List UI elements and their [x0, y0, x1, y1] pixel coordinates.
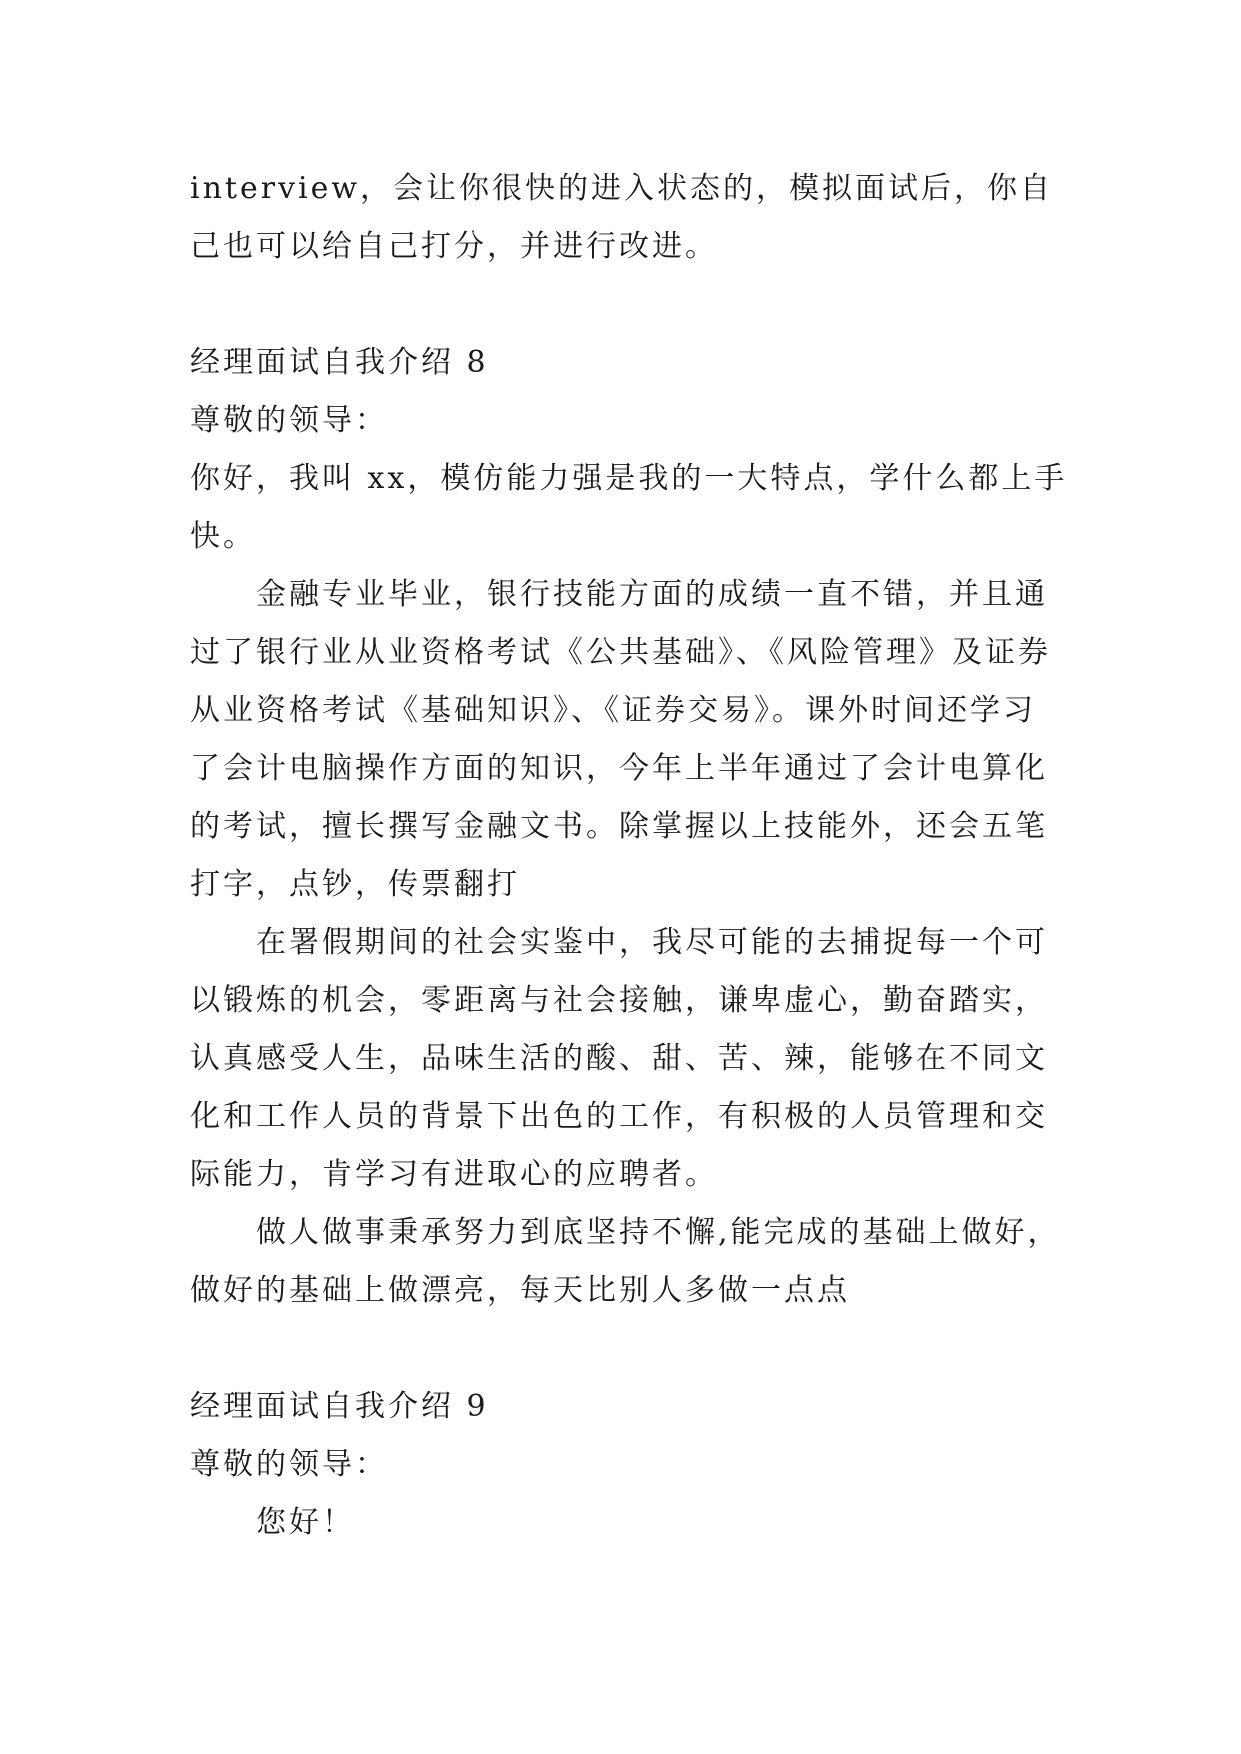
section-8-para-1-line-2: 过了银行业从业资格考试《公共基础》、《风险管理》及证券 [190, 635, 1051, 670]
section-8-para-3-line-1: 做人做事秉承努力到底坚持不懈,能完成的基础上做好， [256, 1215, 1061, 1250]
section-8-greeting-line-2: 快。 [190, 519, 256, 554]
section-8-para-1-line-3: 从业资格考试《基础知识》、《证券交易》。课外时间还学习 [190, 693, 1036, 728]
section-8-para-1-line-1: 金融专业毕业，银行技能方面的成绩一直不错，并且通 [256, 577, 1048, 612]
section-8-salutation: 尊敬的领导： [190, 403, 388, 438]
intro-line-1: interview，会让你很快的进入状态的，模拟面试后，你自 [190, 171, 1054, 206]
section-9-title: 经理面试自我介绍 9 [190, 1389, 489, 1424]
section-8-para-2-line-2: 以锻炼的机会，零距离与社会接触，谦卑虚心，勤奋踏实， [190, 983, 1048, 1018]
section-9-greeting: 您好！ [256, 1505, 355, 1540]
section-8-para-1-line-5: 的考试，擅长撰写金融文书。除掌握以上技能外，还会五笔 [190, 809, 1048, 844]
section-9-salutation: 尊敬的领导： [190, 1447, 388, 1482]
section-gap [190, 1320, 1060, 1378]
section-8-para-2-line-4: 化和工作人员的背景下出色的工作，有积极的人员管理和交 [190, 1099, 1048, 1134]
intro-line-2: 己也可以给自己打分，并进行改进。 [190, 229, 718, 264]
document-page [190, 160, 1068, 1552]
section-gap [190, 276, 1060, 334]
section-8-greeting-line-1: 你好，我叫 xx，模仿能力强是我的一大特点，学什么都上手 [190, 461, 1068, 496]
section-8-para-2-line-3: 认真感受人生，品味生活的酸、甜、苦、辣，能够在不同文 [190, 1041, 1048, 1076]
section-8-para-2-line-5: 际能力，肯学习有进取心的应聘者。 [190, 1157, 718, 1192]
section-8-title: 经理面试自我介绍 8 [190, 345, 489, 380]
section-8-para-1-line-6: 打字，点钞，传票翻打 [190, 867, 520, 902]
section-8-para-2-line-1: 在署假期间的社会实鉴中，我尽可能的去捕捉每一个可 [256, 925, 1048, 960]
section-8-para-1-line-4: 了会计电脑操作方面的知识，今年上半年通过了会计电算化 [190, 751, 1048, 786]
section-8-para-3-line-2: 做好的基础上做漂亮，每天比别人多做一点点 [190, 1273, 850, 1308]
